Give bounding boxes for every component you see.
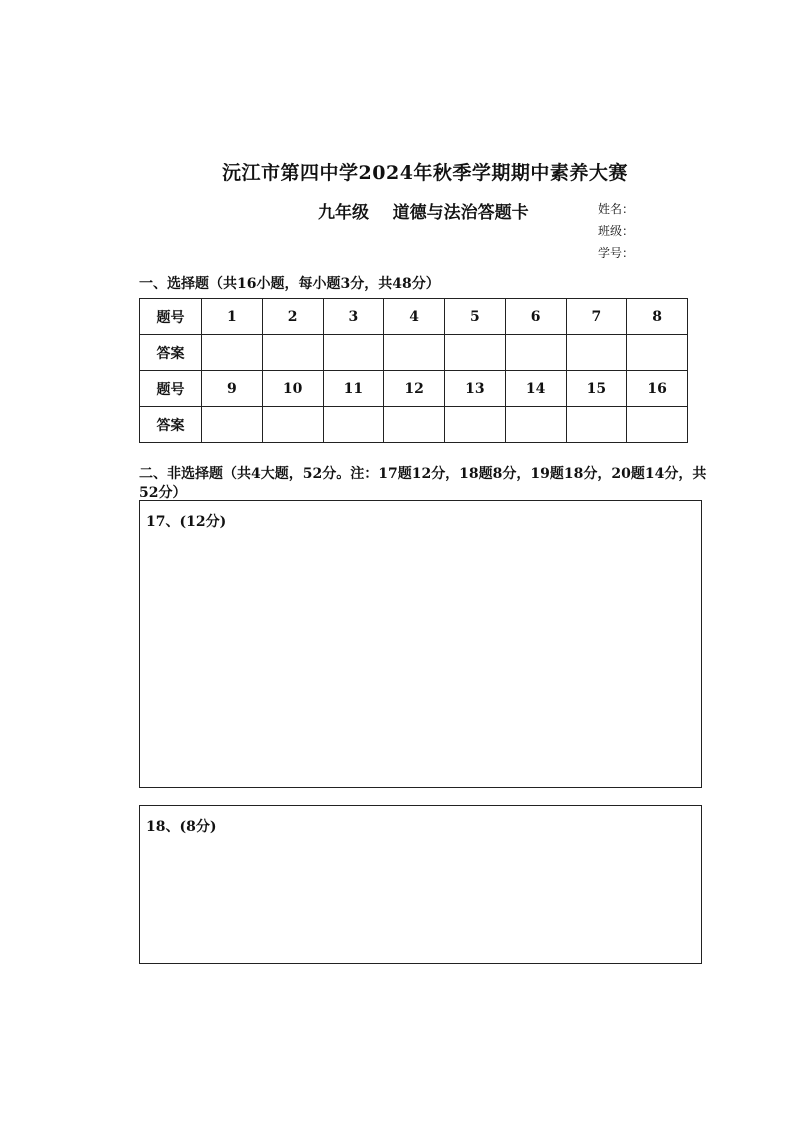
multiple-choice-table (139, 298, 688, 443)
section1-heading: 一、选择题（共16小题，每小题3分，共48分） (139, 276, 440, 292)
table-row (140, 371, 688, 407)
answer-label: 答案 (140, 335, 202, 371)
question-number: 2 (262, 299, 323, 335)
question-number: 9 (202, 371, 263, 407)
answer-cell[interactable] (323, 407, 384, 443)
q18-label: 18、(8分) (146, 819, 217, 835)
q17-answer-box[interactable] (139, 500, 702, 788)
question-number: 11 (323, 371, 384, 407)
question-number: 6 (505, 299, 566, 335)
section2-heading: 二、非选择题（共4大题，52分。注：17题12分，18题8分，19题18分，20题14分，共52分） (139, 466, 707, 501)
answer-cell[interactable] (202, 335, 263, 371)
question-number-label: 题号 (140, 371, 202, 407)
question-number: 5 (445, 299, 506, 335)
question-number: 1 (202, 299, 263, 335)
answer-cell[interactable] (505, 335, 566, 371)
answer-cell[interactable] (445, 407, 506, 443)
answer-cell[interactable] (566, 407, 627, 443)
question-number: 16 (627, 371, 688, 407)
class-label: 班级： (598, 224, 635, 238)
answer-cell[interactable] (323, 335, 384, 371)
answer-cell[interactable] (262, 407, 323, 443)
question-number: 8 (627, 299, 688, 335)
answer-cell[interactable] (262, 335, 323, 371)
table-row (140, 335, 688, 371)
table-row (140, 299, 688, 335)
question-number: 13 (445, 371, 506, 407)
question-number: 10 (262, 371, 323, 407)
answer-cell[interactable] (505, 407, 566, 443)
name-label: 姓名： (598, 202, 635, 216)
question-number-label: 题号 (140, 299, 202, 335)
question-number: 12 (384, 371, 445, 407)
answer-cell[interactable] (384, 335, 445, 371)
answer-cell[interactable] (627, 407, 688, 443)
answer-cell[interactable] (384, 407, 445, 443)
answer-cell[interactable] (566, 335, 627, 371)
answer-cell[interactable] (445, 335, 506, 371)
question-number: 4 (384, 299, 445, 335)
question-number: 7 (566, 299, 627, 335)
page-title: 沅江市第四中学2024年秋季学期期中素养大赛 (222, 162, 628, 184)
table-row (140, 407, 688, 443)
student-id-label: 学号： (598, 246, 635, 260)
answer-label: 答案 (140, 407, 202, 443)
answer-cell[interactable] (627, 335, 688, 371)
answer-cell[interactable] (202, 407, 263, 443)
question-number: 14 (505, 371, 566, 407)
question-number: 15 (566, 371, 627, 407)
page-subtitle: 九年级 道德与法治答题卡 (318, 203, 529, 223)
q17-label: 17、(12分) (146, 514, 227, 530)
question-number: 3 (323, 299, 384, 335)
q18-answer-box[interactable] (139, 805, 702, 964)
